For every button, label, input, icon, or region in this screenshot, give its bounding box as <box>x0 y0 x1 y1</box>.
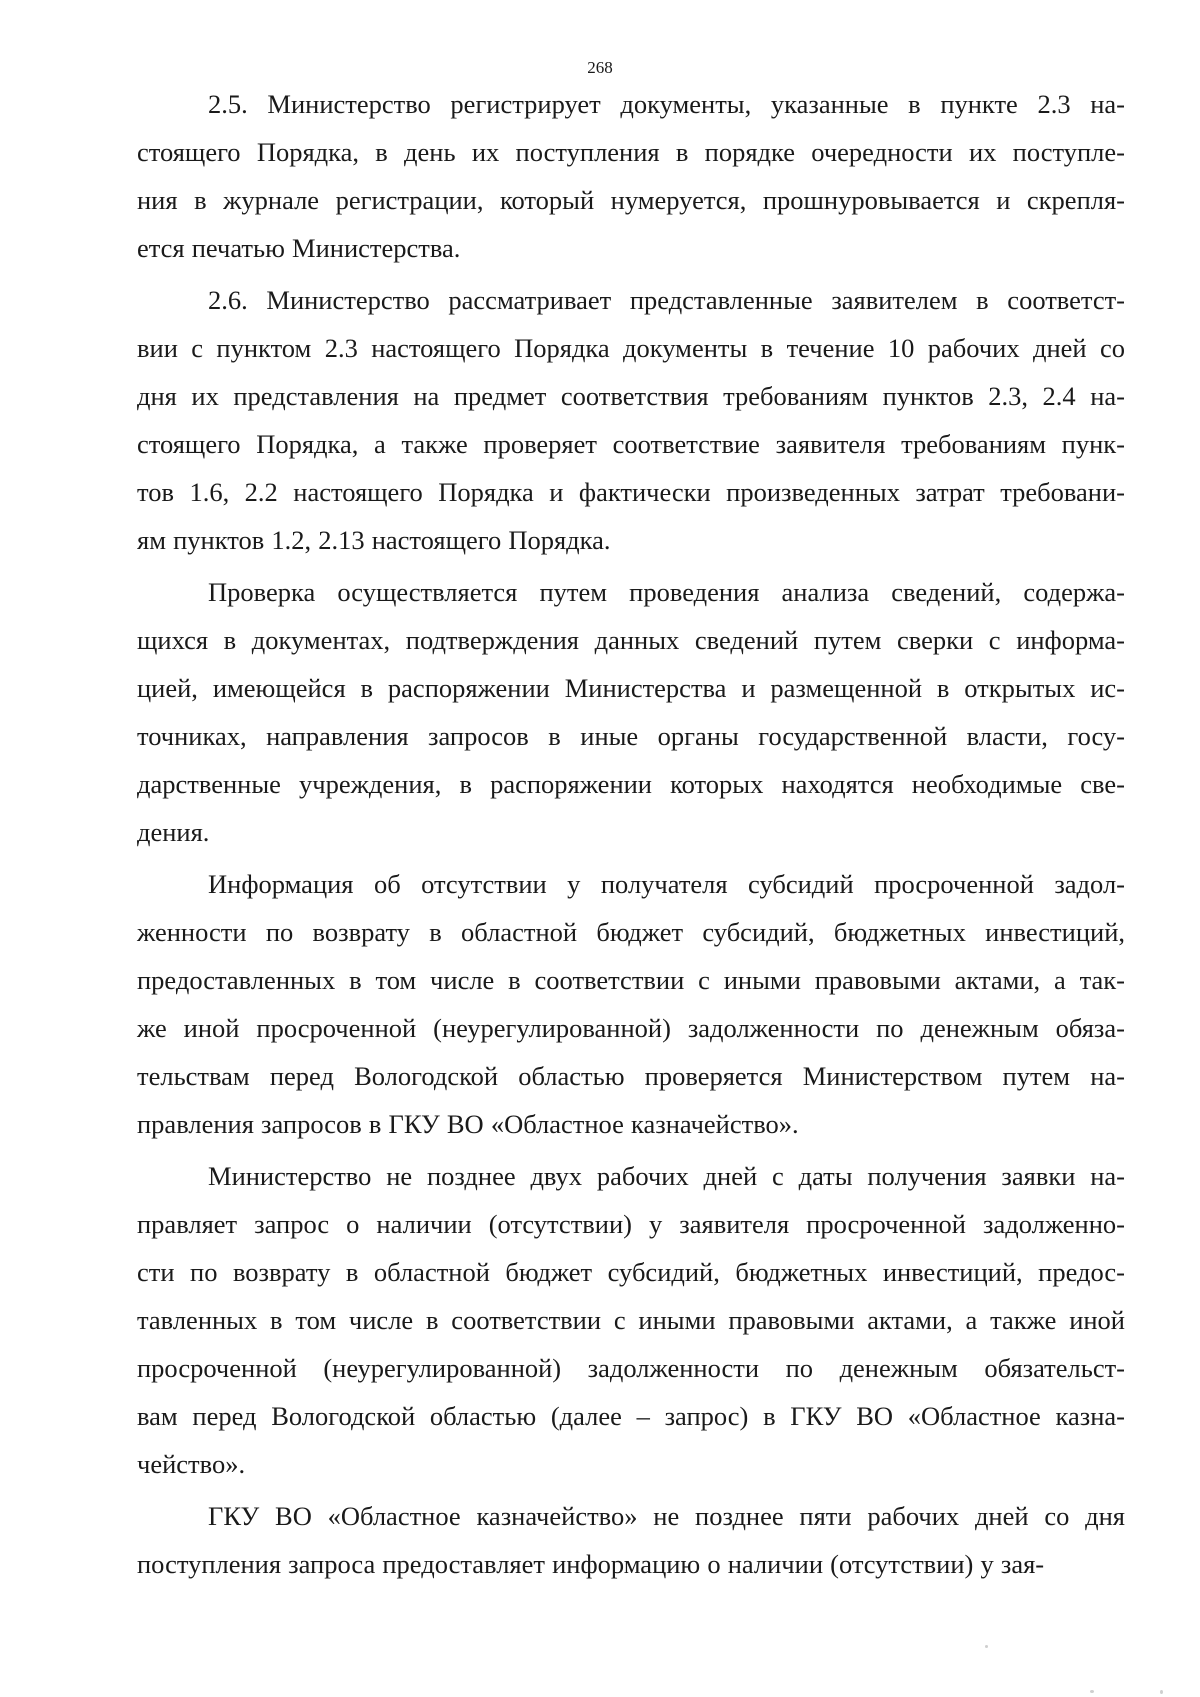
text-line: цией, имеющейся в распоряжении Министерства и размещенной в открытых ис- <box>137 673 1125 703</box>
text-line: вам перед Вологодской областью (далее – запрос) в ГКУ ВО «Областное казна- <box>137 1401 1125 1431</box>
scan-speck <box>1160 1690 1163 1694</box>
text-line: Информация об отсутствии у получателя субсидий просроченной задол- <box>208 869 1125 899</box>
text-line: ГКУ ВО «Областное казначейство» не позднее пяти рабочих дней со дня <box>208 1501 1125 1531</box>
text-line: тов 1.6, 2.2 настоящего Порядка и фактически произведенных затрат требовани- <box>137 477 1125 507</box>
text-line: вии с пунктом 2.3 настоящего Порядка документы в течение 10 рабочих дней со <box>137 333 1125 363</box>
text-line: поступления запроса предоставляет информацию о наличии (отсутствии) у зая- <box>137 1549 1045 1579</box>
paragraph <box>137 276 1125 564</box>
paragraph <box>137 80 1125 272</box>
text-line: правления запросов в ГКУ ВО «Областное казначейство». <box>137 1109 799 1139</box>
text-line: чейство». <box>137 1449 246 1479</box>
paragraph <box>137 1492 1125 1588</box>
text-line: ния в журнале регистрации, который нумеруется, прошнуровывается и скрепля- <box>137 185 1125 215</box>
text-line: 2.6. Министерство рассматривает представленные заявителем в соответст- <box>208 285 1125 315</box>
text-line: дня их представления на предмет соответствия требованиям пунктов 2.3, 2.4 на- <box>137 381 1125 411</box>
text-line: предоставленных в том числе в соответствии с иными правовыми актами, а так- <box>137 965 1125 995</box>
paragraph <box>137 568 1125 856</box>
text-line: стоящего Порядка, а также проверяет соответствие заявителя требованиям пунк- <box>137 429 1125 459</box>
scan-speck <box>1090 1690 1094 1693</box>
text-line: тельствам перед Вологодской областью проверяется Министерством путем на- <box>137 1061 1125 1091</box>
paragraph <box>137 860 1125 1148</box>
text-line: правляет запрос о наличии (отсутствии) у заявителя просроченной задолженно- <box>137 1209 1125 1239</box>
text-line: щихся в документах, подтверждения данных сведений путем сверки с информа- <box>137 625 1125 655</box>
text-line: ям пунктов 1.2, 2.13 настоящего Порядка. <box>137 525 611 555</box>
text-line: 2.5. Министерство регистрирует документы, указанные в пункте 2.3 на- <box>208 89 1125 119</box>
text-line: Министерство не позднее двух рабочих дней с даты получения заявки на- <box>208 1161 1125 1191</box>
scan-speck <box>985 1645 988 1648</box>
page-number: 268 <box>587 58 613 77</box>
text-line: же иной просроченной (неурегулированной) задолженности по денежным обяза- <box>137 1013 1125 1043</box>
text-line: точниках, направления запросов в иные органы государственной власти, госу- <box>137 721 1125 751</box>
paragraph <box>137 1152 1125 1488</box>
text-line: женности по возврату в областной бюджет субсидий, бюджетных инвестиций, <box>137 917 1125 947</box>
text-line: ется печатью Министерства. <box>137 233 461 263</box>
text-line: сти по возврату в областной бюджет субсидий, бюджетных инвестиций, предос- <box>137 1257 1125 1287</box>
text-line: дарственные учреждения, в распоряжении которых находятся необходимые све- <box>137 769 1125 799</box>
text-line: стоящего Порядка, в день их поступления в порядке очередности их поступле- <box>137 137 1125 167</box>
text-line: Проверка осуществляется путем проведения анализа сведений, содержа- <box>208 577 1125 607</box>
document-body <box>137 80 1125 1588</box>
text-line: тавленных в том числе в соответствии с иными правовыми актами, а также иной <box>137 1305 1125 1335</box>
text-line: просроченной (неурегулированной) задолженности по денежным обязательст- <box>137 1353 1125 1383</box>
text-line: дения. <box>137 817 210 847</box>
